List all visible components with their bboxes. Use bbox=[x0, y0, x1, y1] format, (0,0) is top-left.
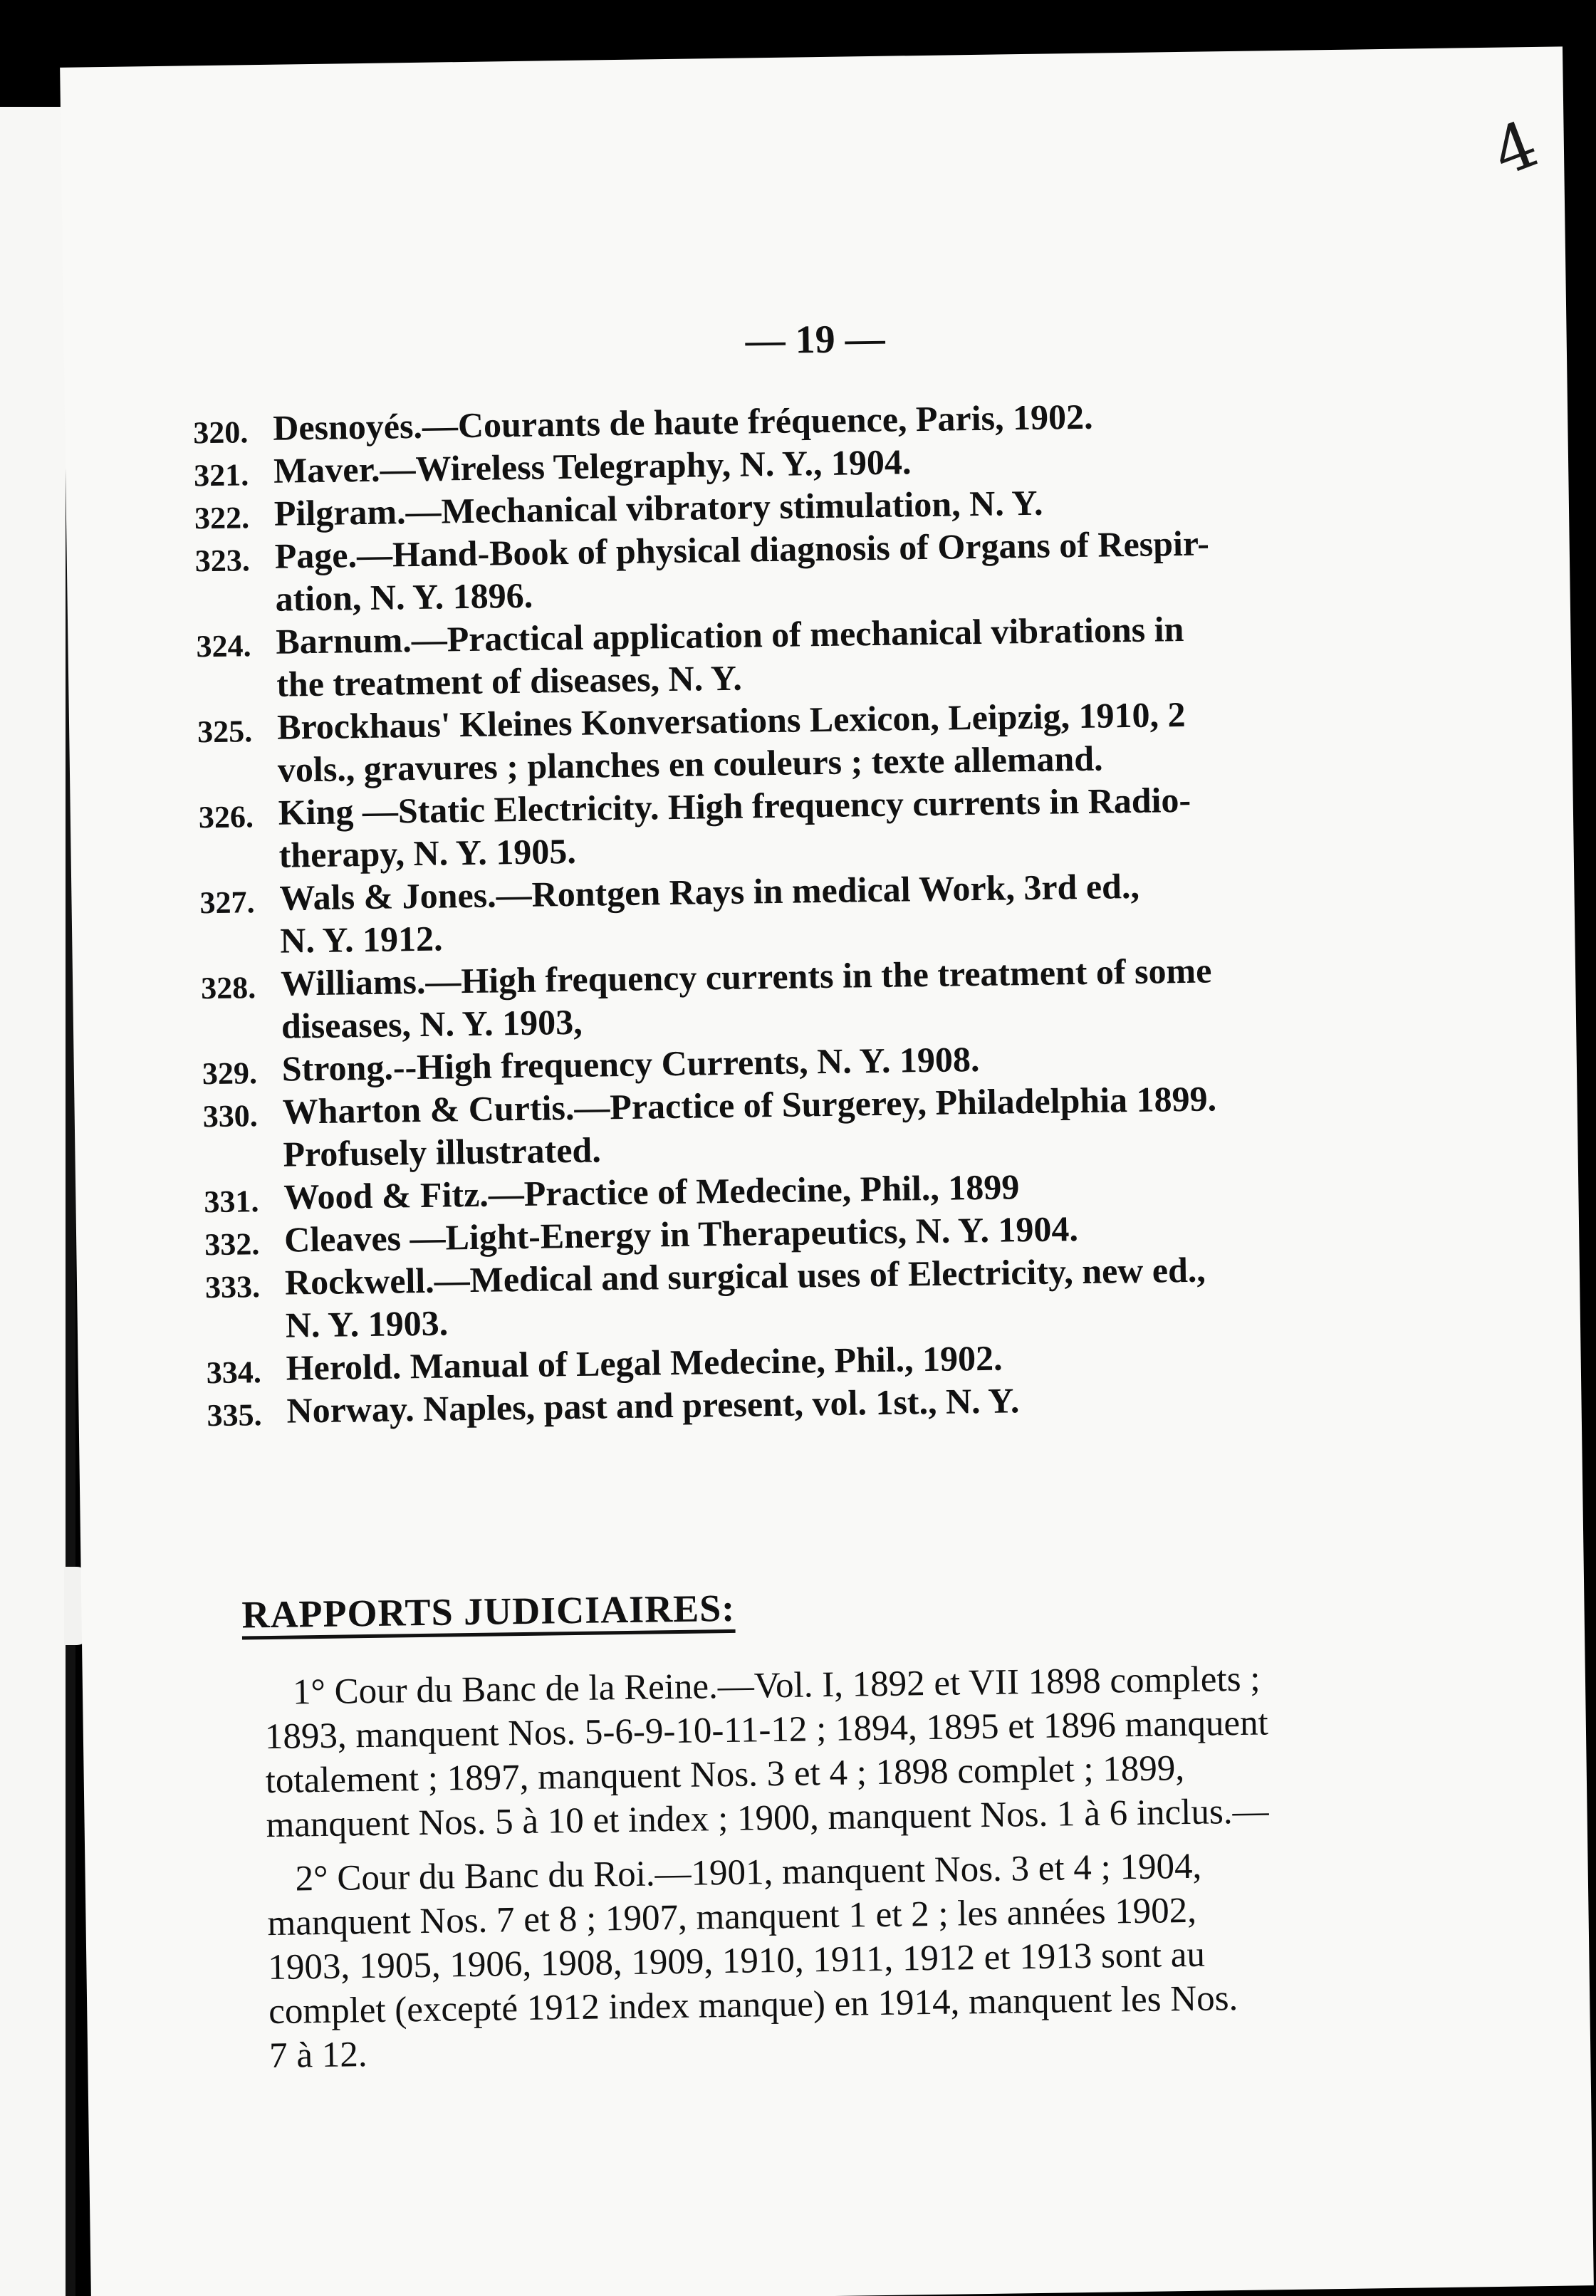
bibliography-entry bbox=[197, 691, 1352, 793]
entry-number: 330. bbox=[202, 1098, 259, 1134]
bibliography-entry bbox=[196, 605, 1351, 707]
entry-line: Herold. Manual of Legal Medecine, Phil., 1902. bbox=[286, 1337, 1003, 1388]
entry-line: Maver.—Wireless Telegraphy, N. Y., 1904. bbox=[273, 442, 912, 491]
report-line: complet (excepté 1912 index manque) en 1914, manquent les Nos. bbox=[268, 1978, 1238, 2033]
entry-line: Wharton & Curtis.—Practice of Surgerey, Philadelphia 1899. bbox=[282, 1078, 1217, 1132]
page-number: — 19 — bbox=[745, 316, 886, 363]
entry-line: Cleaves —Light-Energy in Therapeutics, N. Y. 1904. bbox=[283, 1209, 1079, 1260]
document-page bbox=[60, 46, 1594, 2296]
reports-text bbox=[264, 1655, 1409, 2088]
entry-number: 324. bbox=[196, 628, 251, 664]
entry-line: N. Y. 1912. bbox=[279, 918, 443, 961]
entry-line: Rockwell.—Medical and surgical uses of Electricity, new ed., bbox=[284, 1249, 1206, 1303]
entry-number: 325. bbox=[197, 714, 253, 750]
entry-line: diseases, N. Y. 1903, bbox=[281, 1001, 583, 1046]
entry-line: Brockhaus' Kleines Konversations Lexicon, Leipzig, 1910, 2 bbox=[276, 694, 1186, 747]
entry-line: Barnum.—Practical application of mechanical vibrations in bbox=[276, 608, 1184, 662]
facing-page-edge bbox=[0, 107, 66, 2296]
entry-number: 329. bbox=[202, 1055, 258, 1092]
bibliography-entry bbox=[201, 947, 1356, 1049]
entry-number: 320. bbox=[192, 414, 249, 451]
entry-line: Wood & Fitz.—Practice of Medecine, Phil., 1899 bbox=[283, 1167, 1020, 1217]
report-line: totalement ; 1897, manquent Nos. 3 et 4 ; 1898 complet ; 1899, bbox=[265, 1748, 1185, 1802]
entry-line: vols., gravures ; planches en couleurs ; texte allemand. bbox=[277, 738, 1103, 790]
report-line: manquent Nos. 7 et 8 ; 1907, manquent 1 et 2 ; les années 1902, bbox=[267, 1890, 1197, 1944]
entry-number: 333. bbox=[204, 1269, 261, 1305]
report-paragraph bbox=[264, 1655, 1406, 1847]
entry-line: therapy, N. Y. 1905. bbox=[278, 830, 577, 875]
bibliography-entry bbox=[199, 862, 1355, 964]
entry-line: Williams.—High frequency currents in the treatment of some bbox=[280, 950, 1212, 1003]
entry-line: Norway. Naples, past and present, vol. 1st., N. Y. bbox=[286, 1380, 1020, 1431]
entry-line: Strong.--High frequency Currents, N. Y. 1908. bbox=[281, 1038, 980, 1089]
corner-mark: 4 bbox=[1482, 106, 1548, 192]
entry-line: Desnoyés.—Courants de haute fréquence, Paris, 1902. bbox=[272, 396, 1093, 448]
entry-number: 322. bbox=[194, 500, 250, 536]
entry-line: N. Y. 1903. bbox=[285, 1303, 449, 1345]
entry-number: 323. bbox=[194, 543, 251, 579]
report-line: manquent Nos. 5 à 10 et index ; 1900, manquent Nos. 1 à 6 inclus.— bbox=[266, 1791, 1269, 1846]
bibliography-entry bbox=[205, 1246, 1360, 1348]
entry-line: Wals & Jones.—Rontgen Rays in medical Work, 3rd ed., bbox=[279, 865, 1140, 918]
entry-number: 331. bbox=[204, 1184, 259, 1220]
report-line: 1903, 1905, 1906, 1908, 1909, 1910, 1911, 1912 et 1913 sont au bbox=[268, 1934, 1206, 1988]
entry-line: Page.—Hand-Book of physical diagnosis of Organs of Respir- bbox=[274, 523, 1210, 576]
entry-line: ation, N. Y. 1896. bbox=[275, 575, 533, 619]
entry-number: 327. bbox=[199, 885, 255, 921]
report-line: 1893, manquent Nos. 5-6-9-10-11-12 ; 1894, 1895 et 1896 manquent bbox=[264, 1703, 1269, 1758]
entry-number: 326. bbox=[198, 799, 254, 835]
entry-number: 328. bbox=[200, 970, 256, 1006]
entry-line: Profusely illustrated. bbox=[283, 1129, 602, 1174]
report-line: 7 à 12. bbox=[268, 2035, 367, 2077]
bibliography-entry bbox=[198, 776, 1353, 878]
bibliography-entry bbox=[202, 1075, 1357, 1177]
section-heading: RAPPORTS JUDICIAIRES: bbox=[241, 1586, 736, 1637]
entry-number: 335. bbox=[207, 1397, 262, 1434]
entry-line: Pilgram.—Mechanical vibratory stimulation, N. Y. bbox=[273, 482, 1043, 533]
entry-number: 334. bbox=[206, 1355, 262, 1391]
report-line: 1° Cour du Banc de la Reine.—Vol. I, 1892 et VII 1898 complets ; bbox=[292, 1659, 1261, 1713]
entry-number: 332. bbox=[204, 1226, 260, 1263]
report-line: 2° Cour du Banc du Roi.—1901, manquent Nos. 3 et 4 ; 1904, bbox=[295, 1846, 1202, 1899]
entry-number: 321. bbox=[193, 457, 249, 494]
entry-line: the treatment of diseases, N. Y. bbox=[276, 657, 743, 704]
report-paragraph bbox=[266, 1842, 1409, 2078]
bibliography-list bbox=[193, 392, 1361, 1433]
entry-line: King —Static Electricity. High frequency currents in Radio- bbox=[278, 779, 1191, 833]
bibliography-entry bbox=[194, 520, 1350, 622]
